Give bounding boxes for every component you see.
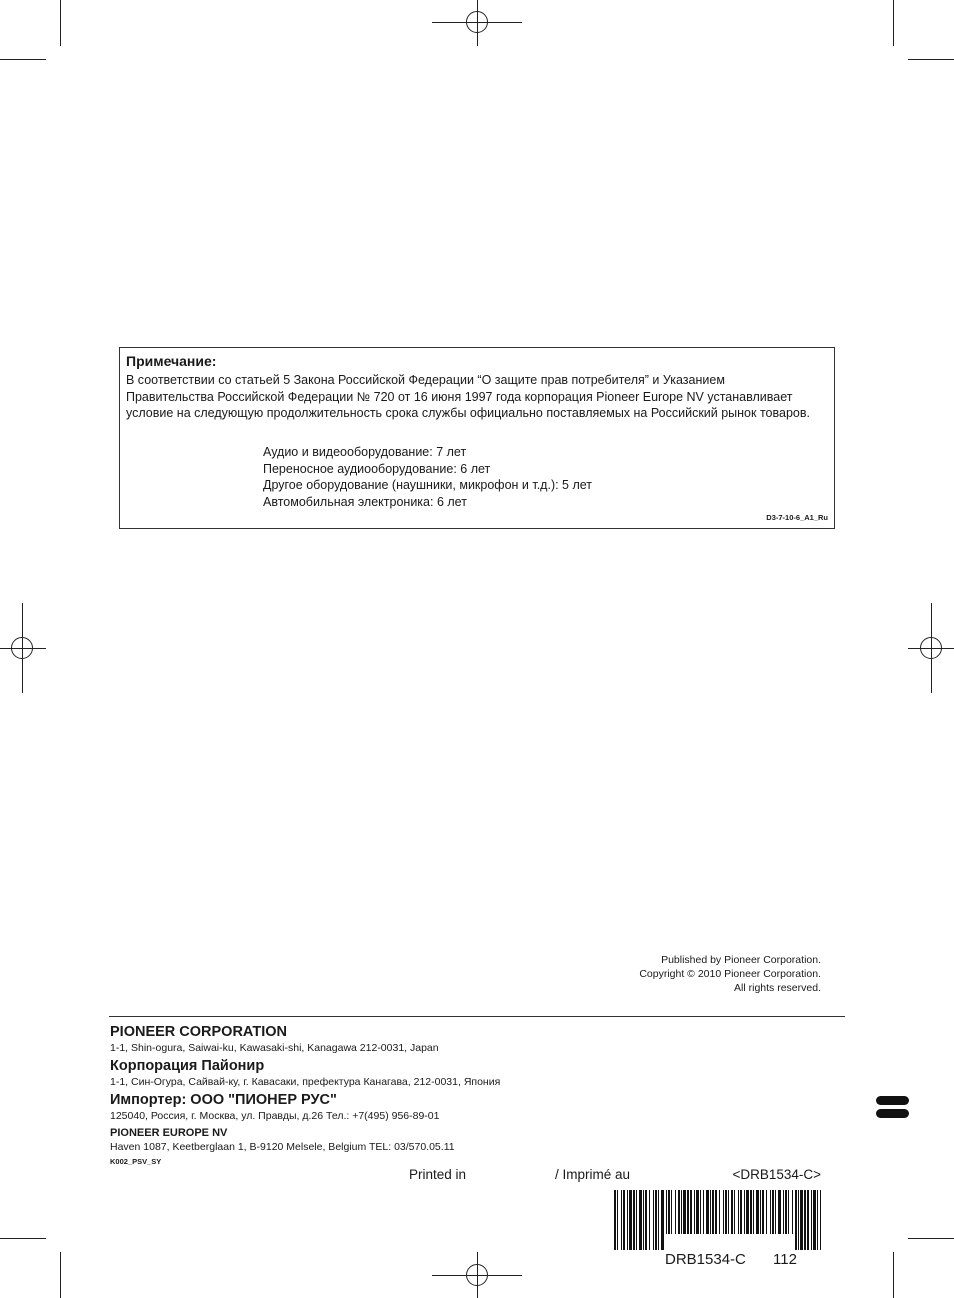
- barcode-bar: [690, 1190, 692, 1234]
- service-life-list: [263, 444, 592, 510]
- barcode-bar: [788, 1190, 789, 1234]
- barcode-bar: [804, 1190, 806, 1250]
- crop-mark: [0, 59, 46, 60]
- page-number: 112: [773, 1251, 797, 1268]
- barcode-bar: [671, 1190, 672, 1234]
- barcode-bar: [655, 1190, 657, 1250]
- barcode-bar: [703, 1190, 704, 1234]
- barcode-bar: [795, 1190, 797, 1250]
- barcode-bar: [778, 1190, 781, 1234]
- barcode: [614, 1190, 821, 1250]
- europe-name: PIONEER EUROPE NV: [110, 1127, 228, 1139]
- barcode-bar: [666, 1190, 667, 1234]
- barcode-bar: [728, 1190, 729, 1234]
- barcode-bar: [681, 1190, 682, 1234]
- barcode-bar: [750, 1190, 752, 1234]
- crop-mark: [60, 0, 61, 46]
- barcode-bar: [636, 1190, 637, 1250]
- barcode-bar: [807, 1190, 809, 1250]
- barcode-bar: [783, 1190, 784, 1234]
- imprime-au: / Imprimé au: [555, 1167, 631, 1182]
- barcode-bar: [753, 1190, 754, 1234]
- notice-title: Примечание:: [126, 353, 217, 369]
- crop-mark: [893, 1252, 894, 1298]
- notice-code: D3-7-10-6_A1_Ru: [766, 513, 828, 522]
- barcode-bar: [658, 1190, 659, 1250]
- barcode-bar: [668, 1190, 670, 1234]
- corporation-info: [110, 1024, 500, 1166]
- barcode-bar: [639, 1190, 642, 1250]
- barcode-bar: [740, 1190, 742, 1234]
- barcode-bar: [653, 1190, 654, 1250]
- list-item: Автомобильная электроника: 6 лет: [263, 494, 467, 509]
- barcode-bar: [746, 1190, 749, 1234]
- printed-in: Printed in: [409, 1167, 467, 1182]
- barcode-bar: [738, 1190, 739, 1234]
- barcode-bar: [756, 1190, 759, 1234]
- publisher-line: Published by Pioneer Corporation.: [661, 954, 821, 966]
- barcode-bar: [661, 1190, 664, 1250]
- barcode-bar: [762, 1190, 764, 1234]
- crop-mark: [0, 1238, 46, 1239]
- barcode-bar: [621, 1190, 622, 1250]
- barcode-bar: [715, 1190, 717, 1234]
- europe-address: Haven 1087, Keetberglaan 1, B-9120 Melsele, Belgium TEL: 03/570.05.11: [110, 1141, 455, 1153]
- crop-mark: [908, 1238, 954, 1239]
- barcode-bar: [633, 1190, 635, 1250]
- divider: [109, 1016, 845, 1017]
- barcode-bar: [629, 1190, 632, 1250]
- barcode-bar: [798, 1190, 799, 1250]
- barcode-bar: [649, 1190, 650, 1250]
- barcode-bar: [744, 1190, 745, 1234]
- barcode-bar: [627, 1190, 628, 1250]
- document-code: <DRB1534-C>: [732, 1167, 821, 1182]
- registration-circle: [466, 11, 488, 33]
- barcode-bar: [614, 1190, 616, 1250]
- rights-line: All rights reserved.: [734, 982, 821, 994]
- barcode-bar: [734, 1190, 735, 1234]
- barcode-bar: [811, 1190, 812, 1250]
- barcode-bar: [817, 1190, 818, 1250]
- barcode-bar: [623, 1190, 625, 1250]
- barcode-bar: [645, 1190, 647, 1250]
- registration-circle: [920, 637, 942, 659]
- barcode-bar: [775, 1190, 776, 1234]
- copyright-line: Copyright © 2010 Pioneer Corporation.: [639, 968, 821, 980]
- barcode-bar: [706, 1190, 709, 1234]
- corporation-name-ru: Корпорация Пайонир: [110, 1058, 265, 1074]
- registration-circle: [11, 637, 33, 659]
- crop-mark: [893, 0, 894, 46]
- language-tab-icon: [876, 1096, 909, 1118]
- corporation-address-ru: 1-1, Син-Огура, Сайвай-ку, г. Кавасаки, префектура Канагава, 212-0031, Япония: [110, 1076, 501, 1088]
- barcode-bar: [700, 1190, 701, 1234]
- barcode-label: DRB1534-C: [665, 1251, 746, 1268]
- barcode-bar: [712, 1190, 714, 1234]
- barcode-bar: [731, 1190, 733, 1234]
- barcode-bar: [723, 1190, 724, 1234]
- barcode-bar: [710, 1190, 711, 1234]
- importer-address: 125040, Россия, г. Москва, ул. Правды, д.26 Тел.: +7(495) 956-89-01: [110, 1110, 440, 1122]
- barcode-bar: [643, 1190, 644, 1250]
- corporation-name-en: PIONEER CORPORATION: [110, 1024, 287, 1040]
- notice-box: [119, 347, 835, 529]
- publisher-info: [639, 953, 821, 995]
- importer-name: Импортер: ООО "ПИОНЕР РУС": [110, 1092, 337, 1108]
- barcode-bar: [725, 1190, 727, 1234]
- crop-mark: [60, 1252, 61, 1298]
- list-item: Аудио и видеооборудование: 7 лет: [263, 445, 467, 459]
- barcode-bar: [770, 1190, 771, 1234]
- barcode-bar: [694, 1190, 695, 1234]
- barcode-bar: [678, 1190, 680, 1234]
- notice-body: В соответствии со статьей 5 Закона Российской Федерации “О защите прав потребителя” и Указанием Правительства Российской Федерации № 720 от 16 июня 1997 года корпорация Pioneer Europe NV устанавливает условие на следующую продолжительность срока службы официально поставляемых на Российский рынок товаров.: [126, 373, 810, 420]
- barcode-bar: [617, 1190, 618, 1250]
- barcode-bar: [772, 1190, 774, 1234]
- barcode-bar: [813, 1190, 816, 1250]
- list-item: Переносное аудиооборудование: 6 лет: [263, 461, 491, 476]
- crop-mark: [908, 59, 954, 60]
- barcode-bar: [792, 1190, 793, 1234]
- barcode-bar: [760, 1190, 761, 1234]
- barcode-bar: [675, 1190, 676, 1234]
- corporation-address-en: 1-1, Shin-ogura, Saiwai-ku, Kawasaki-shi, Kanagawa 212-0031, Japan: [110, 1042, 439, 1054]
- barcode-bar: [820, 1190, 821, 1250]
- corporation-code: K002_PSV_SY: [110, 1157, 162, 1166]
- barcode-bar: [800, 1190, 803, 1250]
- barcode-bar: [719, 1190, 720, 1234]
- registration-circle: [466, 1264, 488, 1286]
- barcode-bar: [687, 1190, 689, 1234]
- barcode-bar: [785, 1190, 787, 1234]
- barcode-bar: [696, 1190, 699, 1234]
- barcode-bar: [683, 1190, 686, 1234]
- barcode-bar: [766, 1190, 767, 1234]
- list-item: Другое оборудование (наушники, микрофон и т.д.): 5 лет: [263, 478, 593, 492]
